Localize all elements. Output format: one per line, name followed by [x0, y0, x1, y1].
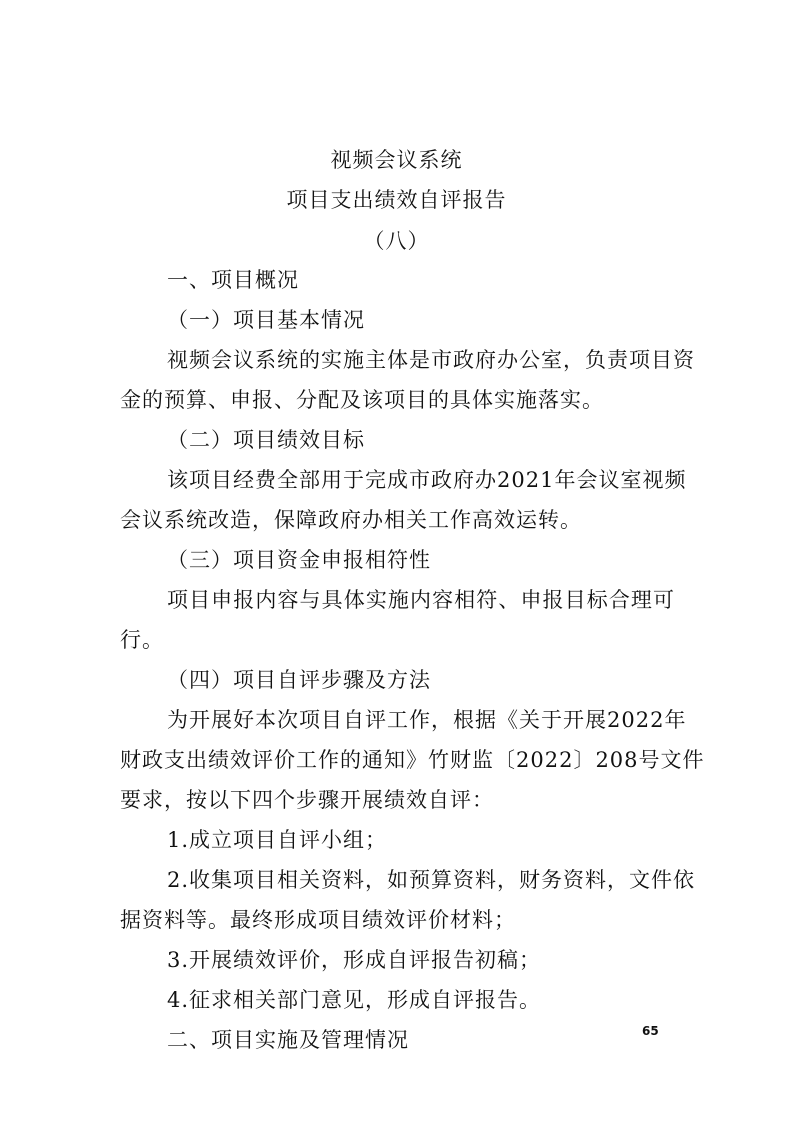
- list-item: 4.征求相关部门意见，形成自评报告。: [167, 988, 542, 1012]
- title-line-2: 项目支出绩效自评报告: [286, 188, 507, 212]
- section-heading-2: 二、项目实施及管理情况: [167, 1028, 409, 1052]
- paragraph-line: 财政支出绩效评价工作的通知》竹财监〔2022〕208号文件: [120, 748, 705, 772]
- subsection-heading: （三）项目资金申报相符性: [167, 548, 431, 572]
- title-line-3: （八）: [363, 229, 430, 253]
- title-line-1: 视频会议系统: [330, 148, 463, 172]
- paragraph-line: 会议系统改造，保障政府办相关工作高效运转。: [120, 508, 582, 532]
- page-number: 65: [642, 1024, 659, 1038]
- paragraph-line: 要求，按以下四个步骤开展绩效自评：: [120, 788, 494, 812]
- list-item: 1.成立项目自评小组；: [167, 828, 388, 852]
- paragraph-line: 该项目经费全部用于完成市政府办2021年会议室视频: [167, 468, 687, 492]
- paragraph-line: 为开展好本次项目自评工作，根据《关于开展2022年: [167, 708, 687, 732]
- paragraph-line: 行。: [120, 628, 164, 652]
- paragraph-line: 项目申报内容与具体实施内容相符、申报目标合理可: [167, 588, 675, 612]
- section-heading-1: 一、项目概况: [167, 268, 299, 292]
- paragraph-line: 视频会议系统的实施主体是市政府办公室，负责项目资: [167, 348, 695, 372]
- list-item: 2.收集项目相关资料，如预算资料，财务资料，文件依: [167, 868, 696, 892]
- list-item: 3.开展绩效评价，形成自评报告初稿；: [167, 948, 542, 972]
- subsection-heading: （二）项目绩效目标: [167, 428, 365, 452]
- subsection-heading: （一）项目基本情况: [167, 308, 365, 332]
- paragraph-line: 金的预算、申报、分配及该项目的具体实施落实。: [120, 388, 604, 412]
- list-item: 据资料等。最终形成项目绩效评价材料；: [120, 908, 516, 932]
- subsection-heading: （四）项目自评步骤及方法: [167, 668, 431, 692]
